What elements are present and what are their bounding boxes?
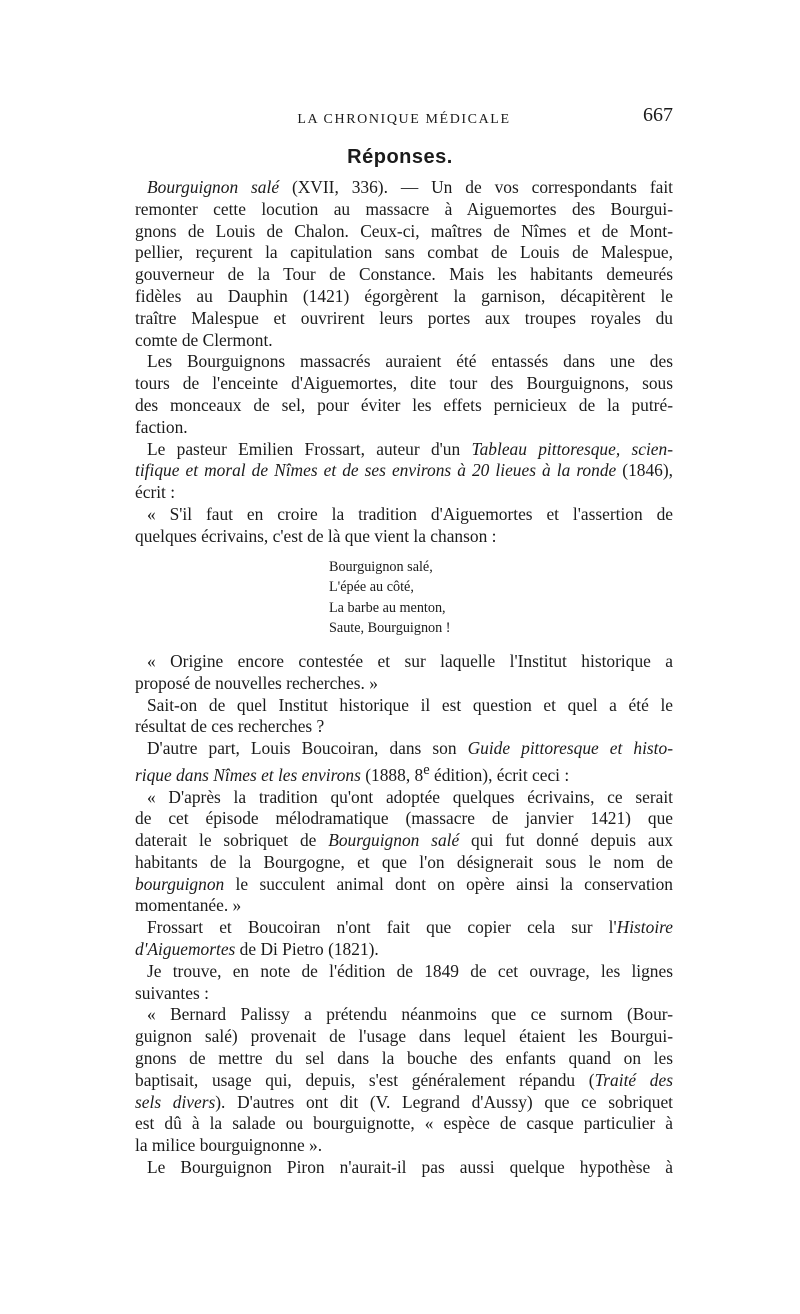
verse-line: L'épée au côté, bbox=[329, 579, 414, 596]
paragraph-quote-palissy: « Bernard Palissy a prétendu néanmoins que ce surnom (Bour- guignon salé) provenait de l'usage dans lequel étaient les Bourgui- gnons de mettre du sel dans la bouche des enfants quand on les baptisait, usage qui, depuis, s'est généralement répandu (Traité des sels divers). D'autres ont dit (V. Legrand d'Aussy) que ce sobriquet est dû à la salade ou bourguignotte, « espèce de casque particulier à la milice bourguignonne ». bbox=[135, 1004, 673, 1156]
paragraph-di-pietro: Frossart et Boucoiran n'ont fait que copier cela sur l'Histoire d'Aiguemortes de Di Pietro (1821). bbox=[135, 917, 673, 960]
paragraph-origine: « Origine encore contestée et sur laquelle l'Institut historique a proposé de nouvelles recherches. » bbox=[135, 650, 673, 693]
section-title: Réponses. bbox=[347, 146, 453, 168]
paragraph-boucoiran: D'autre part, Louis Boucoiran, dans son Guide pittoresque et histo- rique dans Nîmes et les environs (1888, 8e édition), écrit ceci : bbox=[135, 738, 673, 785]
paragraph-bourguignon-sale: Bourguignon salé (XVII, 336). — Un de vos correspondants fait remonter cette locution au massacre à Aiguemortes des Bourgui- gnons de Louis de Chalon. Ceux-ci, maîtres de Nîmes et de Mont- pellier, reçurent la capitulation sans combat de Louis de Malespue, gouverneur de la Tour de Constance. Mais les habitants demeurés fidèles au Dauphin (1421) égorgèrent la garnison, décapitèrent le traître Malespue et ouvrirent leurs portes aux troupes royales du comte de Clermont. bbox=[135, 177, 673, 350]
paragraph-quote-tradition: « S'il faut en croire la tradition d'Aiguemortes et l'assertion de quelques écrivains, c'est de là que vient la chanson : bbox=[135, 503, 673, 546]
paragraph-quote-boucoiran: « D'après la tradition qu'ont adoptée quelques écrivains, ce serait de cet épisode mélodramatique (massacre de janvier 1421) que daterait le sobriquet de Bourguignon salé qui fut donné depuis aux habitants de la Bourgogne, et que l'on désignerait sous le nom de bourguignon le succulent animal dont on opère ainsi la conservation momentanée. » bbox=[135, 786, 673, 916]
entry-title: Bourguignon salé bbox=[147, 177, 280, 197]
paragraph-frossart: Le pasteur Emilien Frossart, auteur d'un Tableau pittoresque, scien- tifique et moral de Nîmes et de ses environs à 20 lieues à la ronde (1846), écrit : bbox=[135, 438, 674, 503]
verse-line: La barbe au menton, bbox=[329, 599, 446, 616]
paragraph-question: Sait-on de quel Institut historique il est question et quel a été le résultat de ces recherches ? bbox=[135, 694, 673, 737]
verse-line: Bourguignon salé, bbox=[329, 558, 433, 575]
page-number: 667 bbox=[643, 104, 673, 126]
page-header bbox=[135, 104, 673, 134]
paragraph-piron: Le Bourguignon Piron n'aurait-il pas aussi quelque hypothèse à bbox=[147, 1157, 673, 1178]
song-verse bbox=[329, 557, 673, 639]
verse-line: Saute, Bourguignon ! bbox=[329, 620, 451, 637]
paragraph-massacre: Les Bourguignons massacrés auraient été entassés dans une des tours de l'enceinte d'Aiguemortes, dite tour des Bourguignons, sous des monceaux de sel, pour éviter les effets pernicieux de la putré- faction. bbox=[135, 351, 673, 437]
paragraph-note-1849: Je trouve, en note de l'édition de 1849 de cet ouvrage, les lignes suivantes : bbox=[135, 960, 673, 1003]
running-head: LA CHRONIQUE MÉDICALE bbox=[297, 112, 511, 127]
body-text bbox=[135, 177, 673, 1179]
